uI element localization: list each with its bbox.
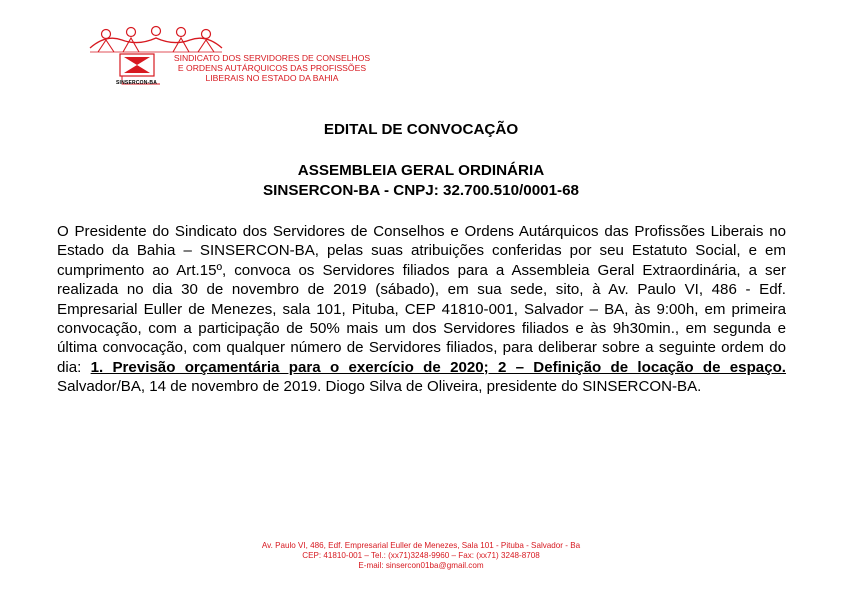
body-intro: O Presidente do Sindicato dos Servidores de Conselhos e Ordens Autárquicos das Profissões Liberais no Estado da Bahia – SINSERCON-BA, pelas suas atribuições conferidas por seu Estatuto Social, e em cumprimento ao Art.15º, convoca os Servidores filiados para a Assembleia Geral Extraordinária, a ser realizada no dia 30 de novembro de 2019 (sábado), em sua sede, sito, à Av. Paulo VI, 486 - Edf. Empresarial Euller de Menezes, sala 101, Pituba, CEP 41810-001, Salvador – BA, às 9:00h, em primeira convocação, com a participação de 50% mais um dos Servidores filiados e às 9h30min., em segunda e última convocação, com qualquer número de Servidores filiados, para deliberar sobre a seguinte ordem do dia: bbox=[57, 223, 786, 376]
logo-tag: SINSERCON-BA bbox=[116, 80, 158, 86]
organization-name bbox=[162, 53, 382, 83]
footer-address-line: Av. Paulo VI, 486, Edf. Empresarial Euller de Menezes, Sala 101 - Pituba - Salvador - Ba bbox=[261, 541, 581, 550]
org-name-line1: SINDICATO DOS SERVIDORES DE CONSELHOS bbox=[173, 53, 371, 63]
body-closing: Salvador/BA, 14 de novembro de 2019. Diogo Silva de Oliveira, presidente do SINSERCON-BA. bbox=[57, 378, 702, 396]
footer-contact-line: CEP: 41810-001 – Tel.: (xx71)3248-9960 – Fax: (xx71) 3248-8708 bbox=[302, 551, 540, 561]
footer-address bbox=[0, 541, 842, 572]
footer-email-line: E-mail: sinsercon01ba@gmail.com bbox=[358, 561, 484, 571]
agenda-items: 1. Previsão orçamentária para o exercício de 2020; 2 – Definição de locação de espaço. bbox=[90, 358, 787, 376]
document-title: EDITAL DE CONVOCAÇÃO bbox=[323, 121, 519, 138]
org-name-line2: E ORDENS AUTÁRQUICOS DAS PROFISSÕES bbox=[177, 63, 367, 73]
org-name-line3: LIBERAIS NO ESTADO DA BAHIA bbox=[205, 73, 339, 83]
cnpj-heading: SINSERCON-BA - CNPJ: 32.700.510/0001-68 bbox=[263, 182, 579, 199]
assembly-heading: ASSEMBLEIA GERAL ORDINÁRIA bbox=[297, 162, 545, 179]
convocation-body bbox=[57, 222, 786, 397]
